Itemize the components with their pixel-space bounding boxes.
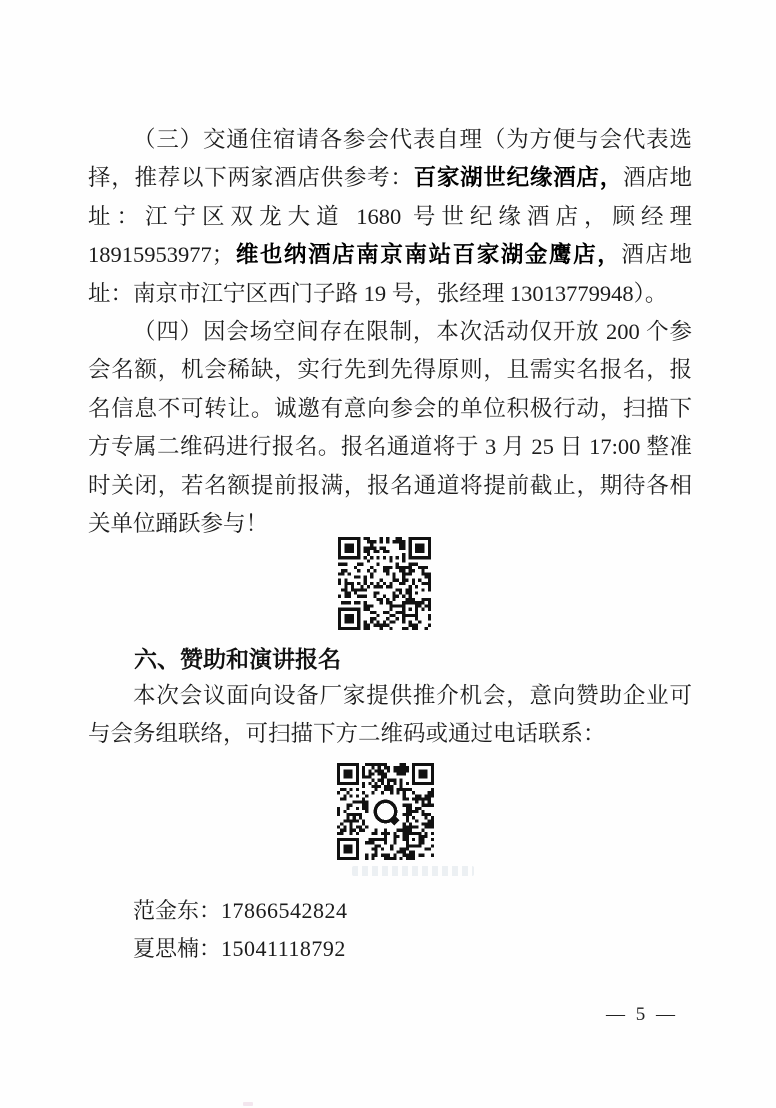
paragraph-sponsorship: 本次会议面向设备厂家提供推介机会，意向赞助企业可与会务组联络，可扫描下方二维码或通过电话联系： [88,683,692,747]
contact-list [133,892,348,969]
contact-row [133,930,348,968]
registration-qr-code-icon [338,537,431,630]
contact-row [133,892,348,930]
contact-phone: 15041118792 [221,936,346,962]
paragraph-registration-quota: （四）因会场空间存在限制，本次活动仅开放 200 个参会名额，机会稀缺，实行先到先得原则，且需实名报名，报名信息不可转让。诚邀有意向参会的单位积极行动，扫描下方专属二维码进行报名。报名通道将于 3 月 25 日 17:00 整准时关闭，若名额提前报满，报名通道将提前截止，期待各相关单位踊跃参与！ [88,319,692,537]
sponsor-qr-code-icon [337,763,434,860]
contact-name: 范金东： [133,898,222,923]
qr-caption-faint [352,866,474,876]
scan-artifact [243,1102,253,1106]
chat-bubble-icon [375,801,399,825]
contact-name: 夏思楠： [133,936,222,962]
contact-phone: 17866542824 [221,898,348,923]
sponsor-text-block [88,677,692,754]
body-text-block [88,121,692,543]
section-heading-sponsorship: 六、赞助和演讲报名 [134,646,341,672]
paragraph-transport-hotels: （三）交通住宿请各参会代表自理（为方便与会代表选择，推荐以下两家酒店供参考：百家湖世纪缘酒店，酒店地址：江宁区双龙大道 1680 号世纪缘酒店，顾经理 18915953977；维也纳酒店南京南站百家湖金鹰店，酒店地址：南京市江宁区西门子路 19 号，张经理 13013779948）。 [88,127,692,306]
page-number: — 5 — [606,1004,678,1025]
